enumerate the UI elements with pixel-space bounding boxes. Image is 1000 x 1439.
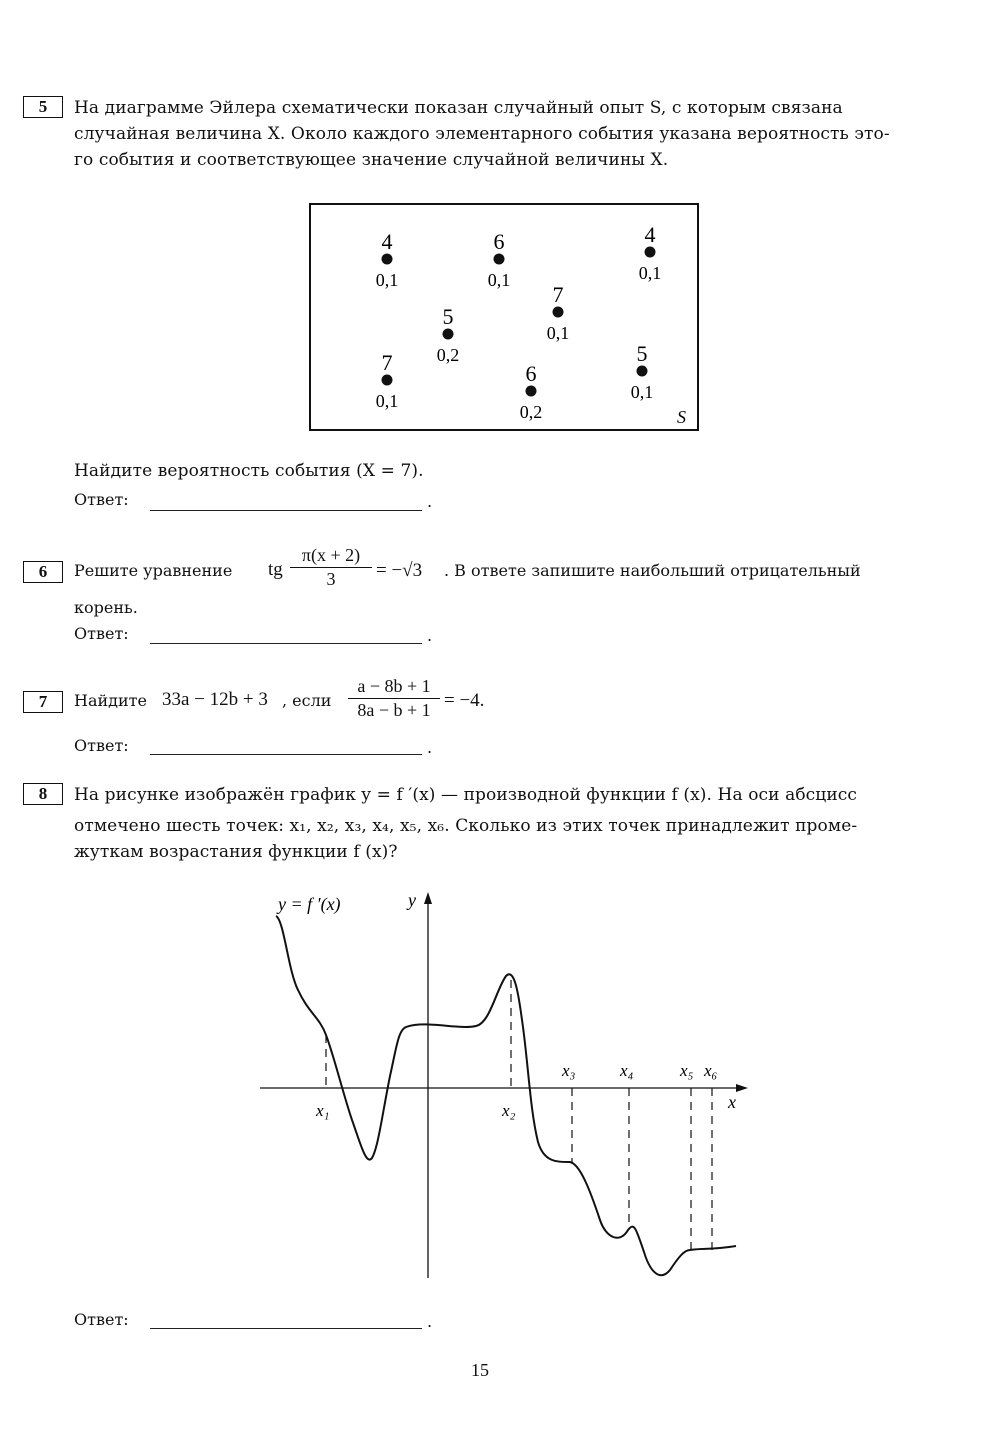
page-number: 15 <box>471 1360 489 1380</box>
y-axis-arrow <box>424 892 432 904</box>
problem-number-5: 5 <box>23 96 63 118</box>
derivative-graph <box>250 880 760 1290</box>
event-dot <box>645 247 656 258</box>
elementary-event <box>639 222 662 283</box>
answer-end-6: . <box>427 626 433 645</box>
event-probability: 0,1 <box>546 323 570 343</box>
event-value: 7 <box>552 282 564 307</box>
elementary-event <box>631 341 654 402</box>
problem-6-tg: tg <box>268 559 283 580</box>
y-axis-label: y <box>408 890 416 910</box>
answer-end-5: . <box>427 492 433 511</box>
problem-6-line2: корень. <box>74 598 138 617</box>
derivative-curve <box>276 916 736 1275</box>
problem-7-prefix: Найдите <box>74 691 147 710</box>
problem-7-rhs: = −4. <box>444 690 485 711</box>
event-probability: 0,2 <box>436 345 460 365</box>
elementary-event <box>520 361 543 422</box>
answer-label-6: Ответ: <box>74 624 129 643</box>
x-axis-arrow <box>736 1084 748 1092</box>
answer-end-7: . <box>427 738 433 757</box>
event-probability: 0,2 <box>519 402 543 422</box>
problem-8-line2: отмечено шесть точек: x₁, x₂, x₃, x₄, x₅, x₆. Сколько из этих точек принадлежит проме- <box>74 816 858 836</box>
label-x1: x₁ <box>316 1101 330 1120</box>
answer-field-7[interactable] <box>150 754 422 755</box>
problem-number-8: 8 <box>23 783 63 805</box>
problem-number-6: 6 <box>23 561 63 583</box>
event-value: 6 <box>525 361 537 386</box>
set-label-S: S <box>677 407 686 427</box>
answer-field-8[interactable] <box>150 1328 422 1329</box>
problem-7-expr: 33a − 12b + 3 <box>162 689 268 710</box>
event-dot <box>494 254 505 265</box>
event-probability: 0,1 <box>375 391 399 411</box>
event-probability: 0,1 <box>375 270 399 290</box>
event-value: 6 <box>493 229 505 254</box>
problem-8-text <box>74 782 938 865</box>
answer-label-7: Ответ: <box>74 736 129 755</box>
label-x2: x₂ <box>502 1101 516 1120</box>
problem-5-line2: случайная величина X. Около каждого элементарного события указана вероятность это- <box>74 124 890 144</box>
elementary-event <box>488 229 511 290</box>
elementary-event <box>437 304 460 365</box>
event-dot <box>637 366 648 377</box>
event-value: 4 <box>644 222 656 247</box>
answer-end-8: . <box>427 1312 433 1331</box>
problem-7-frac-num: a − 8b + 1 <box>357 676 431 696</box>
problem-5-line1: На диаграмме Эйлера схематически показан случайный опыт S, с которым связана <box>74 98 843 118</box>
problem-7-frac-den: 8a − b + 1 <box>357 700 431 720</box>
problem-6-frac-num: π(x + 2) <box>301 545 361 565</box>
label-x5: x₅ <box>680 1061 694 1080</box>
event-value: 5 <box>442 304 454 329</box>
elementary-event <box>376 350 399 411</box>
answer-label-8: Ответ: <box>74 1310 129 1329</box>
event-dot <box>526 386 537 397</box>
problem-5-line3: го события и соответствующее значение случайной величины X. <box>74 150 669 170</box>
event-probability: 0,1 <box>638 263 662 283</box>
problem-6-fraction <box>290 545 372 590</box>
answer-field-5[interactable] <box>150 510 422 511</box>
problem-6-frac-den: 3 <box>326 569 336 589</box>
problem-6-rhs: = −√3 <box>376 560 423 581</box>
label-x4: x₄ <box>620 1061 634 1080</box>
event-dot <box>443 329 454 340</box>
event-value: 7 <box>381 350 393 375</box>
problem-6-suffix: . В ответе запишите наибольший отрицательный <box>444 561 861 580</box>
problem-5-question: Найдите вероятность события (X = 7). <box>74 461 424 481</box>
curve-label: y = f ′(x) <box>278 894 341 914</box>
event-dot <box>553 307 564 318</box>
problem-number-7: 7 <box>23 691 63 713</box>
label-x6: x₆ <box>704 1061 718 1080</box>
elementary-event <box>376 229 399 290</box>
event-probability: 0,1 <box>630 382 654 402</box>
problem-6-prefix: Решите уравнение <box>74 561 233 580</box>
answer-field-6[interactable] <box>150 643 422 644</box>
problem-5-text <box>74 95 938 173</box>
event-dot <box>382 254 393 265</box>
problem-7-fraction <box>348 676 440 721</box>
event-probability: 0,1 <box>487 270 511 290</box>
problem-8-line3: жуткам возрастания функции f (x)? <box>74 842 398 862</box>
problem-7-mid: , если <box>282 691 332 710</box>
event-value: 5 <box>636 341 648 366</box>
x-axis-label: x <box>728 1092 736 1112</box>
event-dot <box>382 375 393 386</box>
event-value: 4 <box>381 229 393 254</box>
problem-8-line1: На рисунке изображён график y = f ′(x) — производной функции f (x). На оси абсцисс <box>74 785 857 805</box>
label-x3: x₃ <box>562 1061 576 1080</box>
elementary-event <box>547 282 570 343</box>
answer-label-5: Ответ: <box>74 490 129 509</box>
euler-diagram <box>309 203 701 433</box>
